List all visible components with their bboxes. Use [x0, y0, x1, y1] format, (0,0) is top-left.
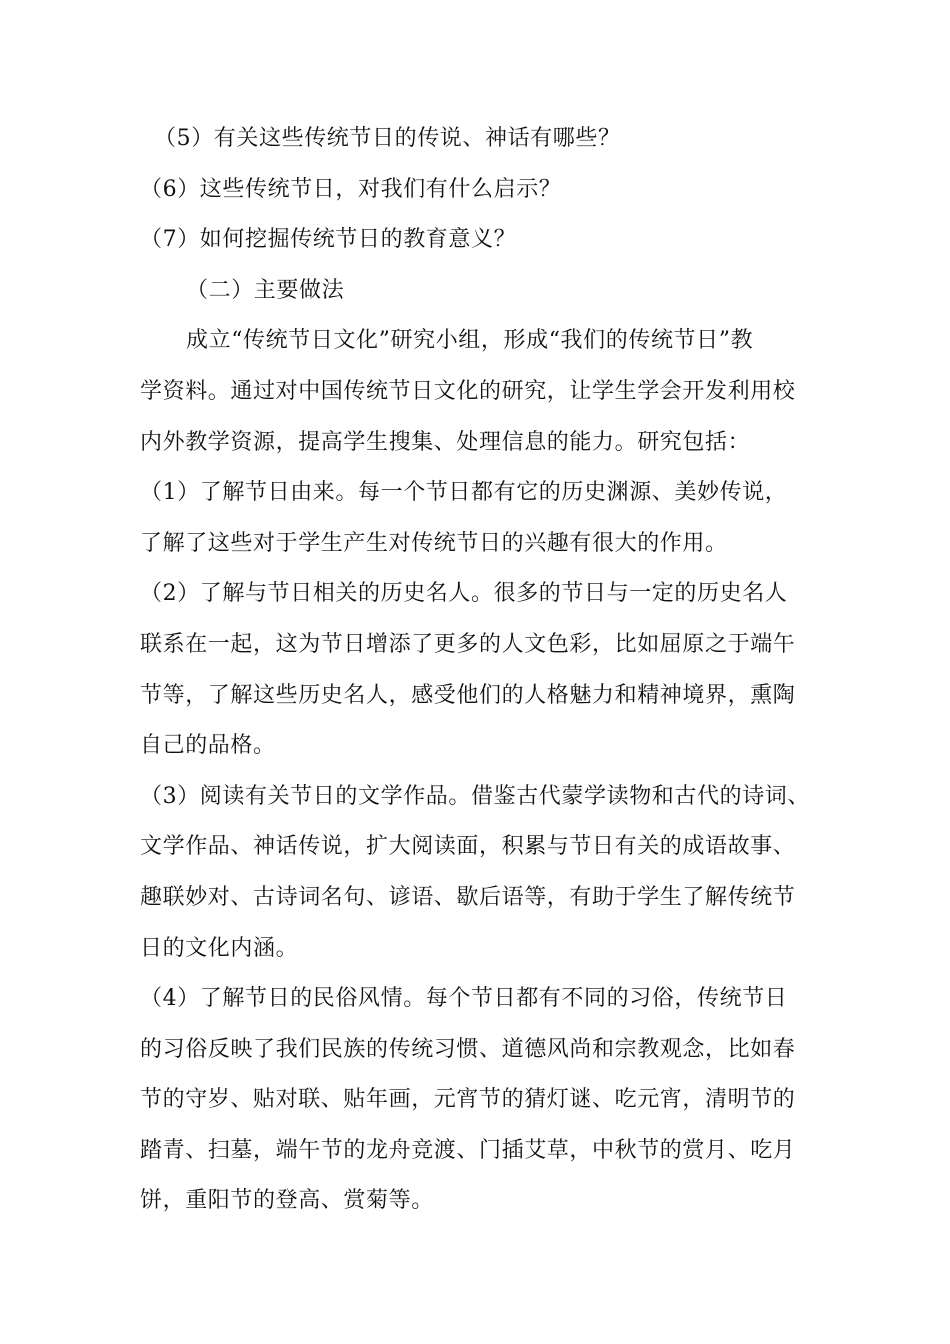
item-2-line: 自己的品格。 [140, 733, 276, 759]
item-2-line: （2）了解与节日相关的历史名人。很多的节日与一定的历史名人 [140, 581, 788, 607]
item-3-line: 文学作品、神话传说，扩大阅读面，积累与节日有关的成语故事、 [140, 834, 796, 860]
item-4-line: 的习俗反映了我们民族的传统习惯、道德风尚和宗教观念，比如春 [140, 1036, 796, 1062]
section-heading: （二）主要做法 [186, 277, 345, 303]
question-7: （7）如何挖掘传统节日的教育意义？ [140, 227, 517, 253]
item-3-line: （3）阅读有关节日的文学作品。借鉴古代蒙学读物和古代的诗词、 [140, 783, 810, 809]
item-4-line: 饼，重阳节的登高、赏菊等。 [140, 1188, 434, 1214]
item-2-line: 联系在一起，这为节日增添了更多的人文色彩，比如屈原之于端午 [140, 631, 796, 657]
item-2-line: 节等，了解这些历史名人，感受他们的人格魅力和精神境界，熏陶 [140, 682, 796, 708]
item-1-line: （1）了解节日由来。每一个节日都有它的历史渊源、美妙传说， [140, 480, 788, 506]
item-3-line: 日的文化内涵。 [140, 935, 299, 961]
item-3-line: 趣联妙对、古诗词名句、谚语、歇后语等，有助于学生了解传统节 [140, 884, 796, 910]
item-4-line: 节的守岁、贴对联、贴年画，元宵节的猜灯谜、吃元宵，清明节的 [140, 1087, 796, 1113]
document-body [140, 114, 820, 1227]
item-4-line: （4）了解节日的民俗风情。每个节日都有不同的习俗，传统节日 [140, 986, 788, 1012]
question-6: （6）这些传统节日，对我们有什么启示？ [140, 176, 562, 202]
paragraph-line: 成立“传统节日文化”研究小组，形成“我们的传统节日”教 [186, 328, 754, 354]
item-1-line: 了解了这些对于学生产生对传统节日的兴趣有很大的作用。 [140, 530, 728, 556]
item-4-line: 踏青、扫墓，端午节的龙舟竞渡、门插艾草，中秋节的赏月、吃月 [140, 1137, 796, 1163]
question-5: （5）有关这些传统节日的传说、神话有哪些？ [154, 126, 621, 151]
paragraph-line: 学资料。通过对中国传统节日文化的研究，让学生学会开发利用校 [140, 378, 796, 404]
paragraph-line: 内外教学资源，提高学生搜集、处理信息的能力。研究包括： [140, 429, 751, 455]
